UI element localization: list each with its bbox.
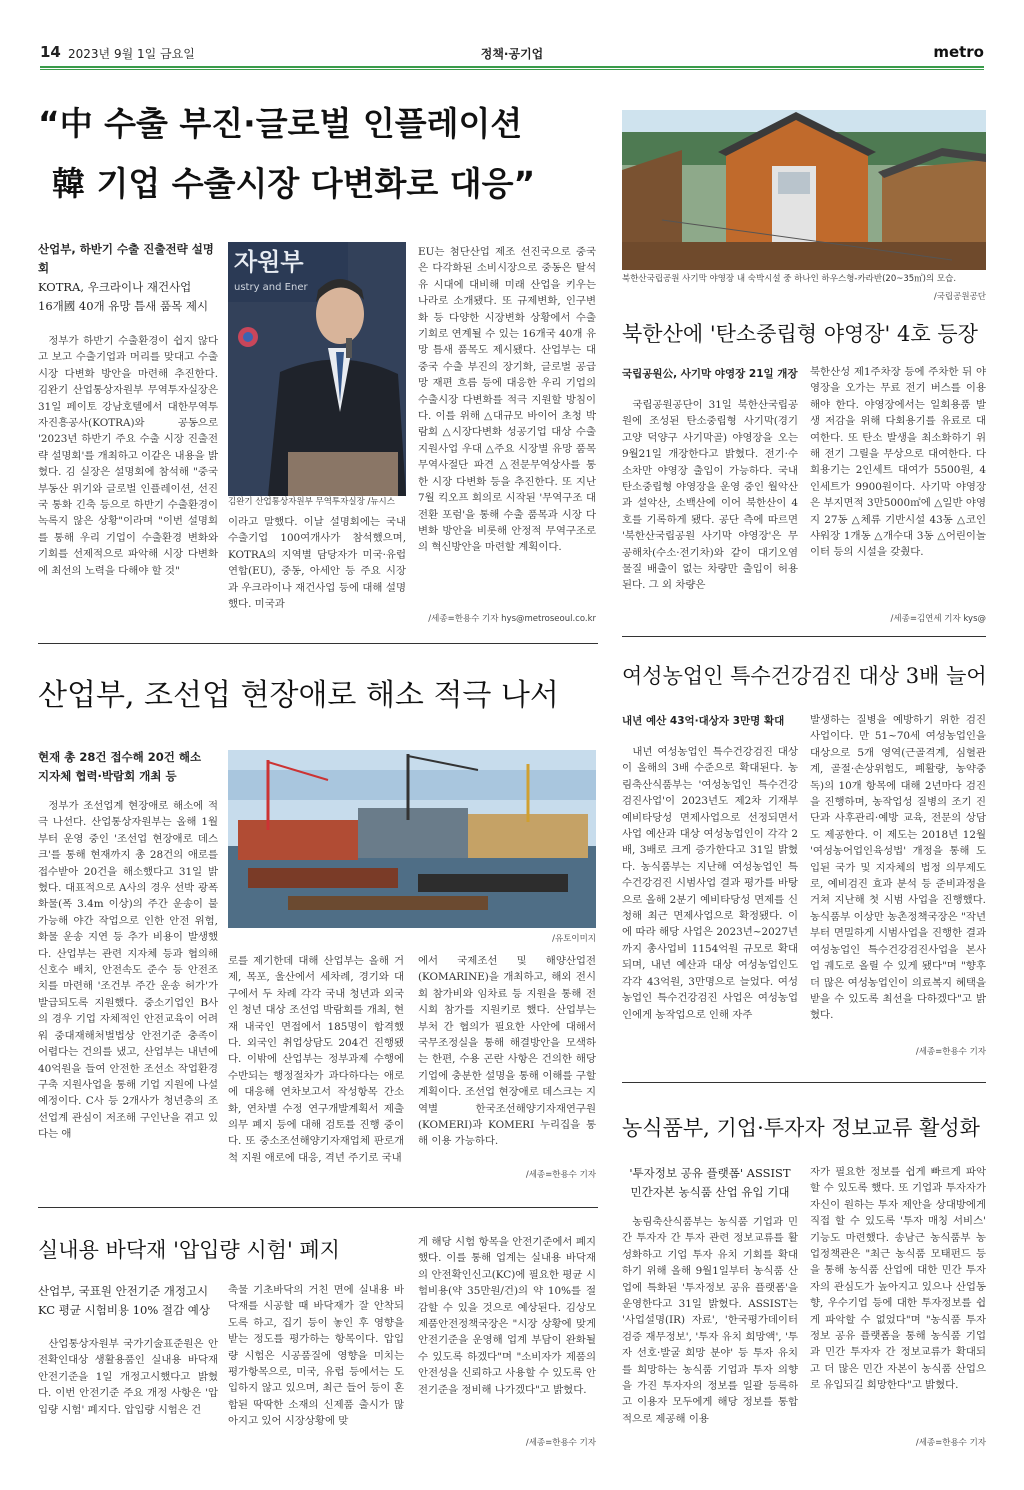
divider-c: [622, 1082, 986, 1083]
shipyard-photo-icon: [228, 750, 596, 928]
article2-photo-caption: 북한산국립공원 사기막 야영장 내 숙박시설 중 하나인 하우스형-카라반(20~35㎡)의 모습.: [622, 274, 957, 284]
article5-body-col2: 축물 기초바닥의 거친 면에 실내용 바닥재를 시공할 때 바닥재가 잘 안착되도록 하고, 집기 등이 놓인 후 영향을 받는 정도를 평가하는 항목이다. 압입량 시험은 시공품질에 영향을 미치는 평가항목으로, 미국, 유럽 등에서는 도입하지 않고 있으며, 최근 들어 등이 혼합된 딱딱한 소재의 신제품 출시가 많아지고 있어 시장상황에 맞: [228, 1284, 404, 1428]
article4-body-col1: 내년 여성농업인 특수건강검진 대상이 올해의 3배 수준으로 확대된다. 농림축산식품부는 '여성농업인 특수건강검진사업'이 2023년도 제2차 기재부 예비타당성 면제사업으로 선정되면서 사업 예산과 대상 여성농업인이 각각 2배, 3배로 크게 증가한다고 31일 밝혔다. 농식품부는 지난해 여성농업인 특수건강검진 시범사업 결과 평가를 바탕으로 올해 2분기 예비타당성 면제를 신청해 최근 면제사업으로 확정됐다. 이에 따라 해당 사업은 2023년~2027년까지 총사업비 1154억원 규모로 확대되며, 내년 예산과 대상 여성농업인도 각각 43억원, 3만명으로 늘었다. 여성농업인 특수건강검진 사업은 여성농업인에게 농작업으로 인해 자주: [622, 746, 798, 1021]
page-number: 14: [40, 43, 61, 61]
article3-body-col2: 로를 제기한데 대해 산업부는 올해 거제, 목포, 울산에서 세차례, 경기와 대구에서 두 차례 각각 국내 청년과 외국인 청년 대상 조선업 박람회를 개최, 현재 내국인 면접에서 185명이 합격했다. 외국인 취업상담도 204건 진행됐다. 이밖에 산업부는 정부과제 수행에 수반되는 행정절차가 과다하다는 애로에 대응해 연차보고서 작성항목 간소화, 연차별 수정 연구개발계획서 제출 의무 폐지 등에 대해 검토를 진행 중이다. 또 중소조선해양기자재업체 판로개척 지원 애로에 대응, 격년 주기로 국내: [228, 955, 404, 1164]
article1-sub1: 산업부, 하반기 수출 진출전략 설명회: [38, 242, 214, 275]
article5-subheads: [38, 1282, 218, 1320]
article6-body-col2: 자가 필요한 정보를 쉽게 빠르게 파악할 수 있도록 했다. 또 기업과 투자자가 자신이 원하는 투자 제안을 상대방에게 직접 할 수 있도록 '투자 매칭 서비스' 기능도 마련했다. 송남근 농식품부 농업정책관은 "최근 농식품 모태펀드 등을 통해 농식품 산업에 대한 민간 투자자의 관심도가 높아지고 있으나 산업동향, 우수기업 등에 대한 투자정보를 쉽게 파악할 수 없었다"며 "농식품 투자정보 공유 플랫폼을 통해 농식품 기업과 민간 투자자 간 정보교류가 확대되고 더 많은 민간 자본이 농식품 산업으로 유입되길 희망한다"고 밝혔다.: [810, 1166, 986, 1392]
article6-sub1: '투자정보 공유 플랫폼' ASSIST: [629, 1166, 791, 1180]
article3-body-col3: 에서 국제조선 및 해양산업전(KOMARINE)을 개최하고, 해외 전시회 참가비와 임차료 등 지원을 통해 전시회 참가를 지원키로 했다. 산업부는 부처 간 협의가 필요한 사안에 대해서 국무조정실을 통해 해결방안을 모색하는 한편, 수용 곤란 사항은 건의한 해당 기업에 충분한 설명을 통해 이해를 구할 계획이다. 조선업 현장애로 데스크는 지역별 한국조선해양기자재연구원(KOMERI)과 KOMERI 누리집을 통해 이용 가능하다.: [418, 955, 596, 1148]
article5-sub1: 산업부, 국표원 안전기준 개정고시: [38, 1284, 209, 1298]
article4-body-col2: 발생하는 질병을 예방하기 위한 검진 사업이다. 만 51~70세 여성농업인을 대상으로 5개 영역(근골격계, 심혈관계, 골절·손상위험도, 폐활량, 농약중독)의 10개 항목에 대해 2년마다 검진을 진행하며, 농작업성 질병의 조기 진단과 사후관리·예방 교육, 전문의 상담도 제공한다. 이 제도는 2018년 12월 '여성농어업인육성법' 개정을 통해 도입된 국가 및 지자체의 법정 의무제도로, 예비검진 효과 분석 등 준비과정을 거쳐 지난해 첫 시범 사업을 진행했다. 농식품부 이상만 농촌정책국장은 "작년부터 면밀하게 시범사업을 진행한 결과 여성농업인 특수건강검진사업을 본사업 궤도로 올릴 수 있게 됐다"며 "향후 더 많은 여성농업인이 의료복지 혜택을 받을 수 있도록 최선을 다하겠다"고 밝혔다.: [810, 714, 986, 1022]
article5-body-col3: 게 해당 시험 항목을 안전기준에서 폐지했다. 이를 통해 업계는 실내용 바닥재의 안전확인신고(KC)에 필요한 평균 시험비용(약 35만원/건)의 약 10%를 절감할 수 있을 것으로 예상된다. 김상모 제품안전정책국장은 "시장 상황에 맞게 안전기준을 운영해 업계 부담이 완화될 수 있도록 하겠다"며 "소비자가 제품의 안전성을 신뢰하고 사용할 수 있도록 안전기준을 정비해 나가겠다"고 밝혔다.: [418, 1236, 596, 1396]
article5-byline: /세종=한용수 기자: [525, 1438, 596, 1448]
page-header: [40, 43, 984, 67]
article2-body-col1: 국립공원공단이 31일 북한산국립공원에 조성된 탄소중립형 사기막(경기 고양 덕양구 사기막골) 야영장을 오는 9월21일 개장한다고 밝혔다. 전기·수소차만 야영장 출입이 가능하다. 국내 탄소중립형 야영장을 운영 중인 월악산과 설악산, 소백산에 이어 북한산이 4호를 기록하게 됐다. 공단 측에 따르면 '북한산국립공원 사기막 야영장'은 무공해차(수소·전기차)와 같이 대기오염물질 배출이 없는 차량만 출입이 허용된다. 그 외 차량은: [622, 399, 798, 592]
article6-subheads: [622, 1164, 798, 1202]
article1-sub2: KOTRA, 우크라이나 재건사업: [38, 280, 192, 294]
article4-byline: /세종=한용수 기자: [915, 1047, 986, 1057]
article1-headline-line1: “中 수출 부진·글로벌 인플레이션: [38, 104, 523, 143]
section-name: 정책·공기업: [480, 47, 544, 61]
article6-headline: 농식품부, 기업·투자자 정보교류 활성화: [622, 1116, 980, 1140]
article1-subheads: [38, 240, 218, 316]
article2-body-col2: 북한산성 제1주차장 등에 주차한 뒤 야영장을 오가는 무료 전기 버스를 이용해야 한다. 야영장에서는 일회용품 발생 저감을 위해 다회용기를 유료로 대여한다. 또 탄소 발생을 최소화하기 위해 전기 그릴을 무상으로 대여한다. 다회용기는 2인세트 대여가 5500원, 4인세트가 9900원이다. 사기막 야영장은 부지면적 3만5000㎡에 △일반 야영지 27동 △체류 기반시설 43동 △코인샤워장 1개동 △개수대 3동 △어린이놀이터 등의 시설을 갖췄다.: [810, 366, 986, 559]
article6-body-col1: 농림축산식품부는 농식품 기업과 민간 투자자 간 투자 관련 정보교류를 활성화하고 기업 투자 유치 기회를 확대하기 위해 올해 9월1일부터 농식품 산업에 특화된 '투자정보 공유 플랫폼'을 운영한다고 31일 밝혔다. ASSIST는 '사업설명(IR) 자료', '한국평가데이터 검증 재무정보', '투자 유치 희망액', '투자 선호·발굴 희망 분야' 등 투자 유치를 희망하는 농식품 기업과 투자 의향을 가진 투자자의 정보를 일괄 등록하고 이용자 모두에게 해당 정보를 통합적으로 제공해 이용: [622, 1216, 798, 1425]
article5-sub2: KC 평균 시험비용 10% 절감 예상: [38, 1303, 211, 1317]
article3-subheads: [38, 748, 218, 786]
article2-sub: 국립공원公, 사기막 야영장 21일 개장: [622, 368, 798, 380]
article3-byline: /세종=한용수 기자: [525, 1170, 596, 1180]
svg-text:자원부: 자원부: [234, 248, 304, 276]
article3-body-col1: 정부가 조선업계 현장애로 해소에 적극 나선다. 산업통상자원부는 올해 1월부터 운영 중인 '조선업 현장애로 데스크'를 통해 현재까지 총 28건의 애로를 접수받아 20건을 해소했다고 31일 밝혔다. 대표적으로 A사의 경우 선박 광폭 화물(폭 3.4m 이상)의 주간 운송이 불가능해 야간 작업으로 인한 안전 위험, 화물 운송 지연 등 추가 비용이 발생했다. 산업부는 관련 지자체 등과 협의해 신호수 배치, 안전속도 준수 등 안전조치를 마련해 '조건부 주간 운송 허가'가 발급되도록 지원했다. 중소기업인 B사의 경우 기업 자체적인 안전교육이 어려워 중대재해처벌법상 안전기준 충족이 어렵다는 건의를 냈고, 산업부는 내년에 40억원을 들여 안전한 조선소 작업환경 구축 지원사업을 통해 기업 지원에 나설 예정이다. C사 등 2개사가 청년층의 조선업계 관심이 저조해 구인난을 겪고 있다는 애: [38, 800, 218, 1141]
article1-photo: [228, 242, 406, 496]
article2-photo-credit: /국립공원공단: [933, 292, 986, 302]
article1-byline: /세종=한용수 기자 hys@metroseoul.co.kr: [428, 614, 596, 624]
divider-a: [38, 643, 598, 644]
article2-headline: 북한산에 '탄소중립형 야영장' 4호 등장: [622, 322, 978, 346]
article1-body-col3: EU는 첨단산업 제조 선진국으로 중국은 다각화된 소비시장으로 중동은 탈석유 시대에 대비해 미래 산업을 키우는 나라로 소개됐다. 또 규제변화, 인구변화 등 다양한 시장변화 상황에서 수출 기회로 연계될 수 있는 16개국 40개 유망 틈새 품목도 제시됐다. 산업부는 대중국 수출 부진의 장기화, 글로벌 공급망 재편 흐름 등에 대응한 우리 기업의 수출시장 다변화를 적극 지원할 방침이다. 이를 위해 △대규모 바이어 초청 박람회 △시장다변화 성공기업 대상 수출지원사업 우대 △주요 시장별 유망 품목 무역사절단 파견 △전문무역상사를 통한 시장 다변화 등을 추진한다. 또 지난 7월 킥오프 회의로 시작된 '무역구조 대전환 포럼'을 통해 수출 품목과 시장 다변화 방안을 비롯해 안정적 무역구조로의 혁신방안을 마련할 계획이다.: [418, 246, 596, 554]
divider-b: [622, 636, 986, 637]
cabin-photo-icon: [622, 110, 986, 270]
article1-photo-caption: 김완기 산업통상자원부 무역투자실장 /뉴시스: [228, 497, 395, 507]
article3-photo: [228, 750, 596, 928]
article3-sub1: 현재 총 28건 접수해 20건 해소: [38, 750, 202, 764]
article1-photo-credit: /뉴시스: [367, 497, 395, 507]
article4-headline: 여성농업인 특수건강검진 대상 3배 늘어: [622, 664, 987, 688]
article3-photo-credit: /유토이미지: [552, 934, 596, 944]
divider-d: [38, 1207, 598, 1208]
article2-photo: [622, 110, 986, 270]
article5-headline: 실내용 바닥재 '압입량 시험' 폐지: [38, 1238, 340, 1262]
article1-body-col1: 정부가 하반기 수출환경이 쉽지 않다고 보고 수출기업과 머리를 맞대고 수출 시장 다변화 방안을 마련해 추진한다. 김완기 산업통상자원부 무역투자실장은 31일 페이토 강남호텔에서 대한무역투자진흥공사(KOTRA)와 공동으로 '2023년 하반기 주요 수출 시장 진출전략 설명회'를 개최하고 이같은 내용을 밝혔다. 김 실장은 설명회에 참석해 "중국 부동산 위기와 글로벌 인플레이션, 선진국 통화 긴축 등으로 하반기 수출환경이 녹록지 않은 상황"이라며 "이번 설명회를 통해 우리 기업이 수출환경 변화와 기회를 선제적으로 파악해 시장 다변화에 최선의 노력을 다해야 할 것": [38, 335, 218, 577]
article6-byline: /세종=한용수 기자: [915, 1438, 986, 1448]
article1-sub3: 16개國 40개 유망 틈새 품목 제시: [38, 299, 209, 313]
header-rule-thin: [40, 69, 984, 70]
article3-sub2: 지자체 협력·박람회 개최 등: [38, 769, 177, 783]
issue-date: 2023년 9월 1일 금요일: [68, 47, 195, 61]
article1-headline-line2: 韓 기업 수출시장 다변화로 대응”: [52, 164, 536, 203]
article3-headline: 산업부, 조선업 현장애로 해소 적극 나서: [38, 678, 559, 713]
metro-logo: metro: [933, 43, 984, 61]
svg-text:ustry and Ener: ustry and Ener: [234, 282, 308, 293]
article1-body-col2: 이라고 말했다. 이날 설명회에는 국내 수출기업 100여개사가 참석했으며, KOTRA의 지역별 담당자가 미국·유럽연합(EU), 중동, 아세안 등 주요 시장과 우크라이나 재건사업 등에 대해 설명했다. 미국과: [228, 516, 406, 611]
header-rule: [40, 66, 984, 68]
article5-body-col1: 산업통상자원부 국가기술표준원은 안전확인대상 생활용품인 실내용 바닥재 안전기준을 1일 개정고시했다고 밝혔다. 이번 안전기준 주요 개정 사항은 '압입량 시험' 폐지다. 압입량 시험은 건: [38, 1338, 218, 1416]
article4-sub: 내년 예산 43억·대상자 3만명 확대: [622, 715, 785, 727]
article6-sub2: 민간자본 농식품 산업 유입 기대: [630, 1185, 790, 1199]
speaker-photo-icon: [228, 242, 406, 496]
article2-byline: /세종=김연세 기자 kys@: [890, 614, 986, 624]
